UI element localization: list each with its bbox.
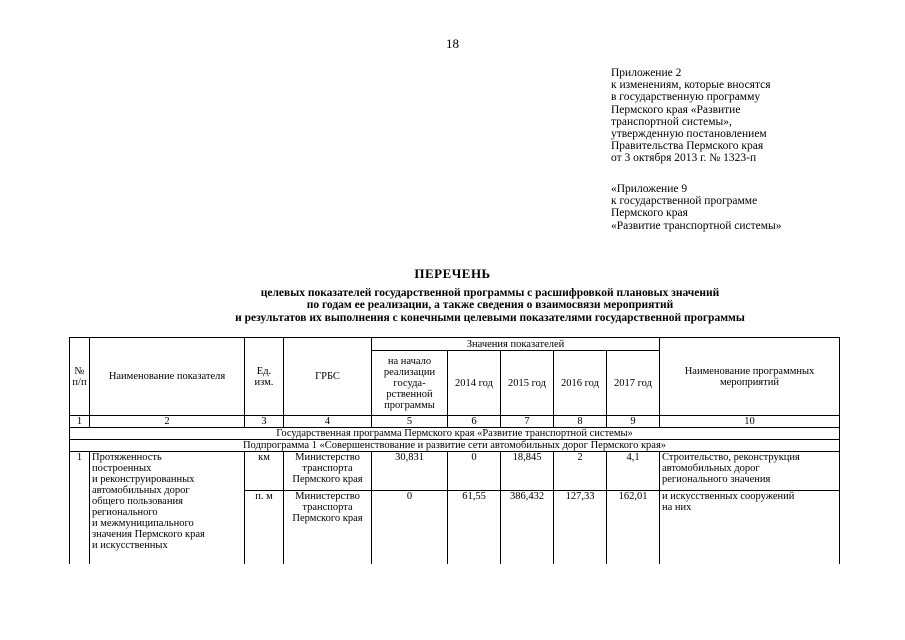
program-row: Государственная программа Пермского края «Развитие транспортной системы» [70,428,840,440]
col-number: 4 [284,416,372,428]
row1-2016-pm: 127,33 [554,491,607,565]
row1-grbs-km: Министерство транспорта Пермского края [284,452,372,491]
col-number: 9 [607,416,660,428]
col-number: 2 [90,416,245,428]
header-2014: 2014 год [448,351,501,416]
header-values-group: Значения показателей [372,338,660,351]
col-number: 3 [245,416,284,428]
indicators-table [69,337,840,564]
row1-unit-km: км [245,452,284,491]
appendix-quote: «Приложение 9 к государственной программе Пермского края «Развитие транспортной системы» [611,183,782,232]
header-name: Наименование показателя [90,338,245,416]
header-2015: 2015 год [501,351,554,416]
row1-2017-km: 4,1 [607,452,660,491]
column-numbers-row [70,416,840,428]
row1-activity-part1: Строительство, реконструкция автомобильных дорог регионального значения [660,452,840,491]
header-unit: Ед. изм. [245,338,284,416]
document-title: ПЕРЕЧЕНЬ [414,266,491,281]
row1-2014-pm: 61,55 [448,491,501,565]
row1-unit-pm: п. м [245,491,284,565]
row1-2015-km: 18,845 [501,452,554,491]
row1-activity-part2: и искусственных сооружений на них [660,491,840,565]
header-start: на начало реализации госуда- рственной программы [372,351,448,416]
appendix-header: Приложение 2 к изменениям, которые вносятся в государственную программу Пермского края «Развитие транспортной системы», утвержденную постановлением Правительства Пермского края от 3 октября 2013 г. № 1323-п [611,67,771,165]
row1-2017-pm: 162,01 [607,491,660,565]
row1-indicator-name: Протяженность построенных и реконструированных автомобильных дорог общего пользования регионального и межмуниципального значения Пермского края и искусственных [90,452,245,565]
row1-start-km: 30,831 [372,452,448,491]
col-number: 6 [448,416,501,428]
subprogram-row: Подпрограмма 1 «Совершенствование и развитие сети автомобильных дорог Пермского края» [70,440,840,452]
col-number: 5 [372,416,448,428]
col-number: 1 [70,416,90,428]
header-num: № п/п [70,338,90,416]
header-2016: 2016 год [554,351,607,416]
document-subtitle: целевых показателей государственной программы с расшифровкой плановых значений по годам ее реализации, а также сведения о взаимосвязи мероприятий и результатов их выполнения с конечными целевыми показателями государственной программы [235,287,745,324]
row1-start-pm: 0 [372,491,448,565]
row1-grbs-pm: Министерство транспорта Пермского края [284,491,372,565]
header-activities: Наименование программных мероприятий [660,338,840,416]
row1-2015-pm: 386,432 [501,491,554,565]
col-number: 10 [660,416,840,428]
header-2017: 2017 год [607,351,660,416]
row1-2014-km: 0 [448,452,501,491]
col-number: 8 [554,416,607,428]
col-number: 7 [501,416,554,428]
page-number: 18 [446,36,459,51]
row1-num: 1 [70,452,90,565]
header-grbs: ГРБС [284,338,372,416]
row1-2016-km: 2 [554,452,607,491]
